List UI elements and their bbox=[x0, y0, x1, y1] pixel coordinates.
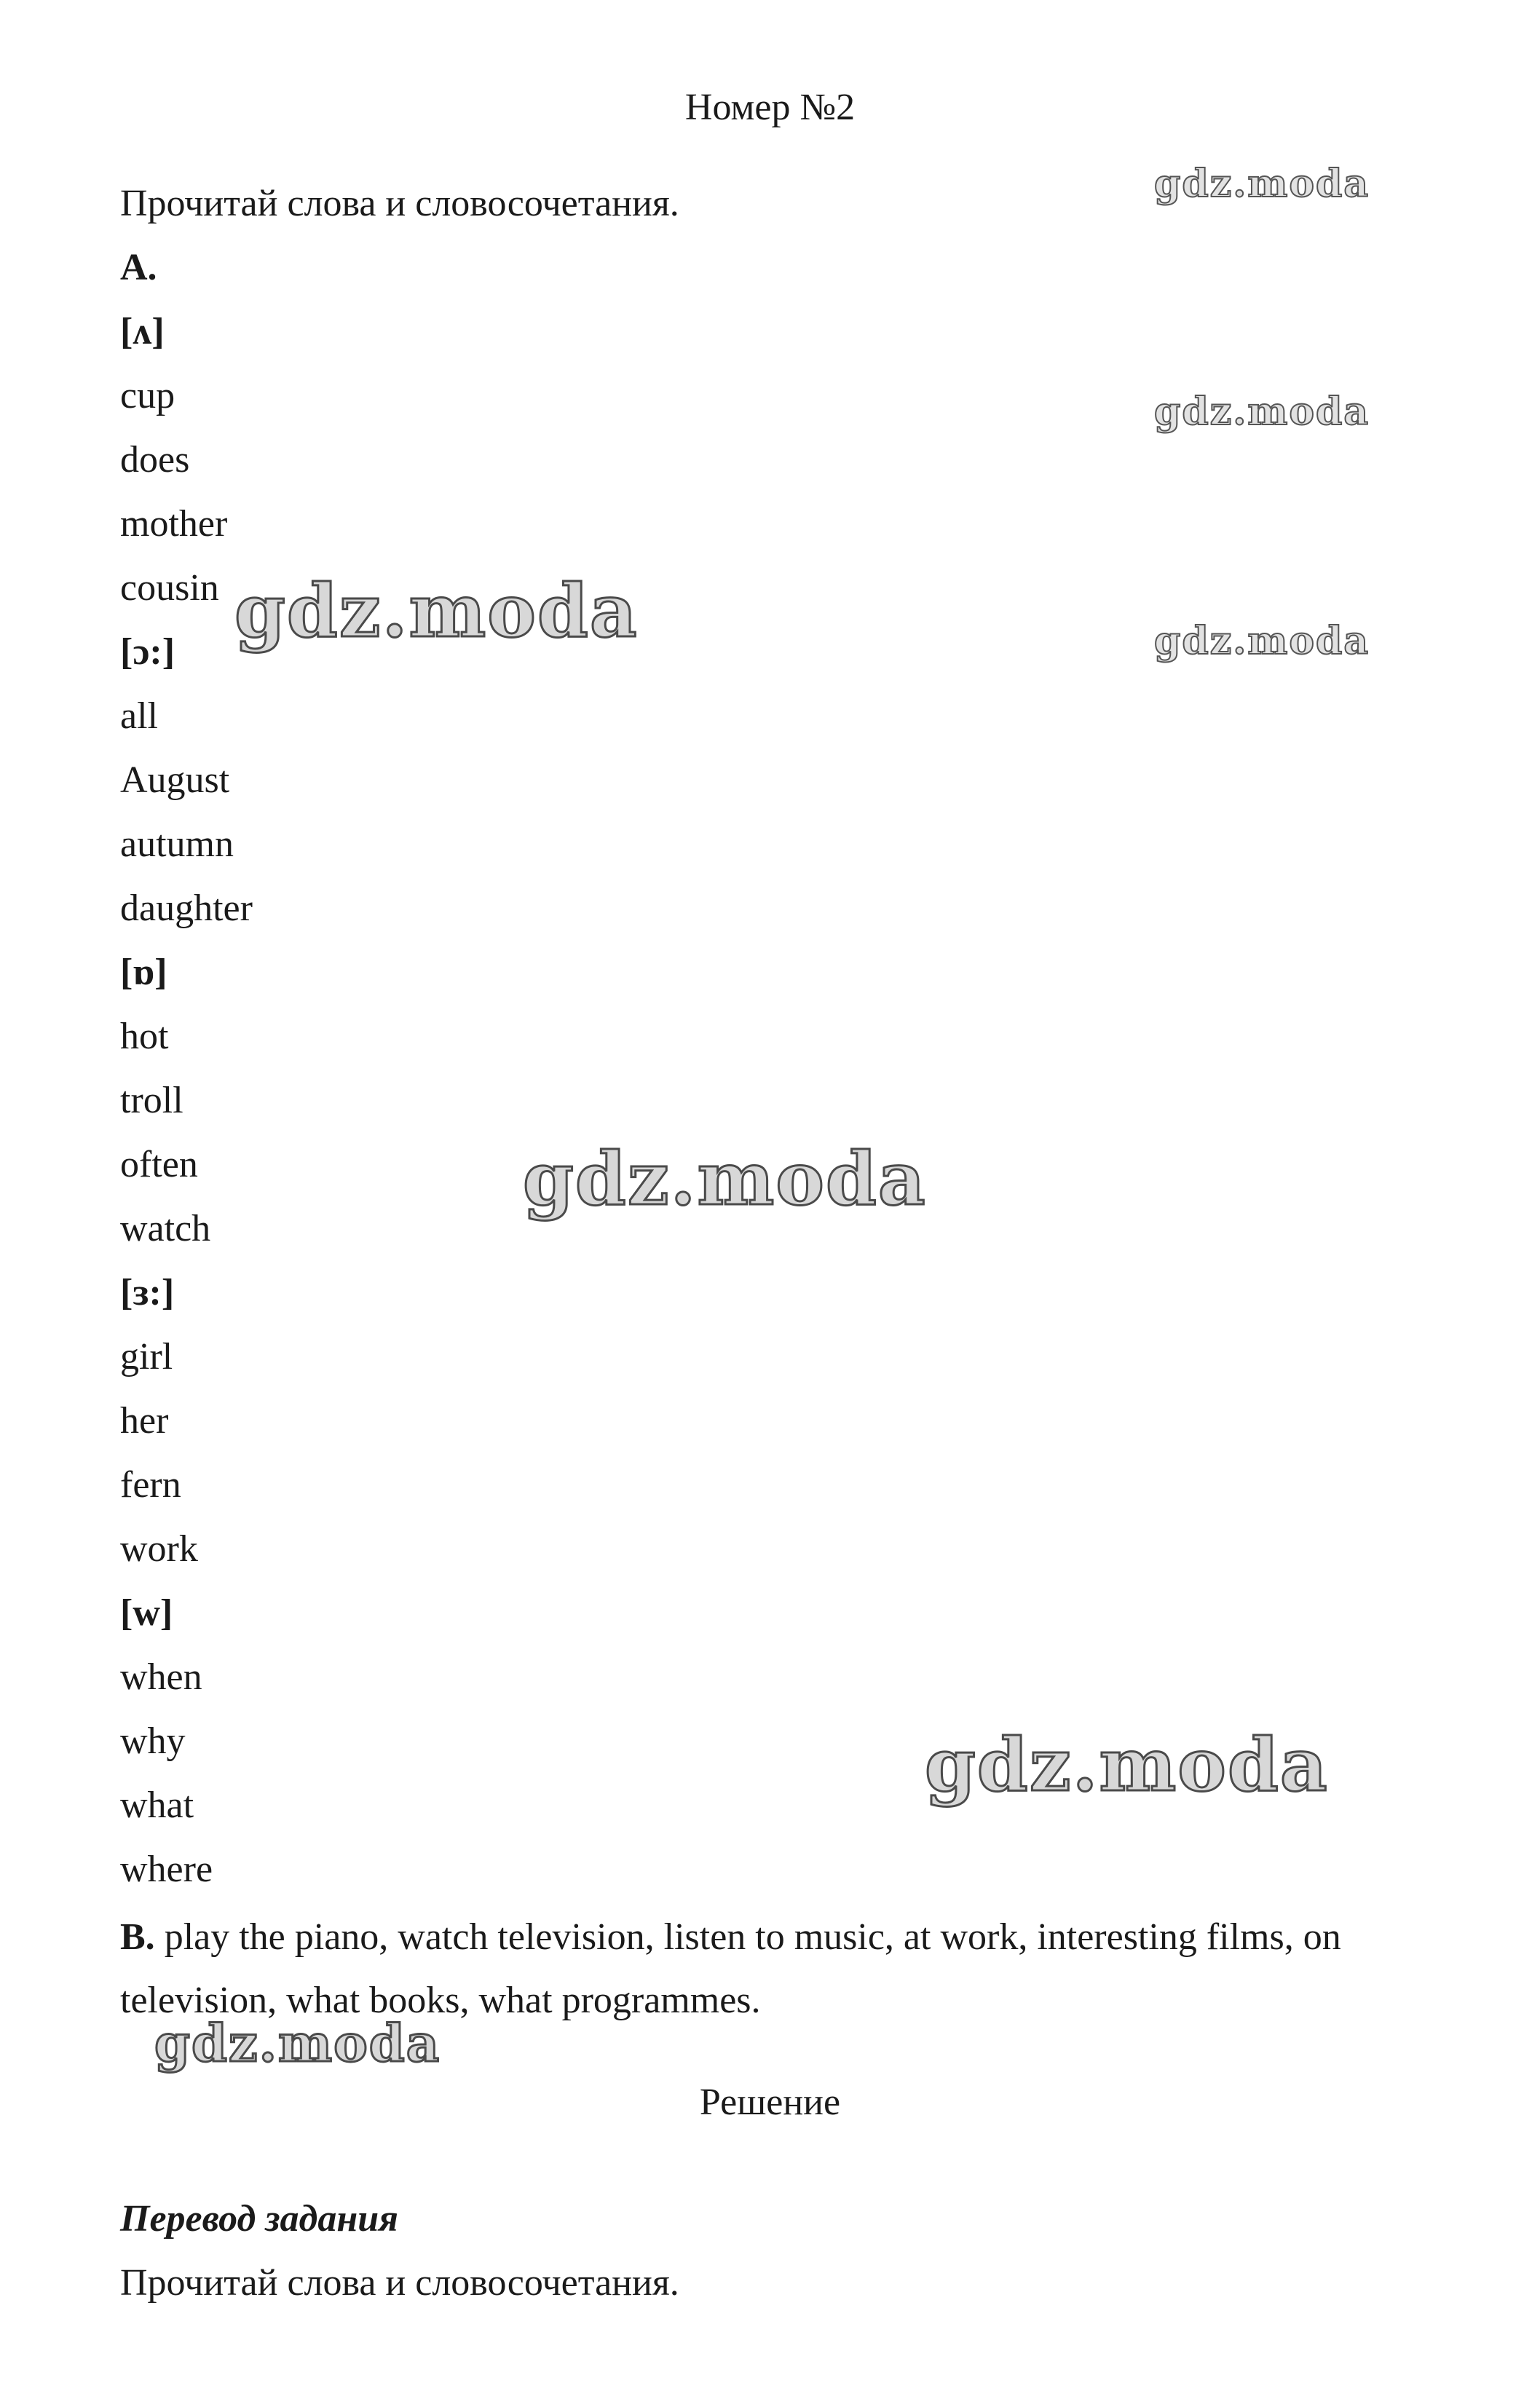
sound-heading: [ɒ] bbox=[120, 952, 167, 993]
sound-heading: [ɜ:] bbox=[120, 1272, 175, 1313]
word-item: girl bbox=[120, 1336, 173, 1378]
part-a-label: A. bbox=[120, 247, 157, 288]
sound-heading: [w] bbox=[120, 1592, 173, 1634]
watermark: gdz.moda bbox=[1154, 162, 1370, 206]
watermark: gdz.moda bbox=[523, 1136, 927, 1222]
instruction-text: Прочитай слова и словосочетания. bbox=[120, 183, 679, 224]
watermark: gdz.moda bbox=[1154, 390, 1370, 434]
word-item: daughter bbox=[120, 888, 253, 929]
word-item: why bbox=[120, 1720, 186, 1762]
word-item: all bbox=[120, 695, 158, 737]
word-item: cup bbox=[120, 375, 175, 416]
word-item: where bbox=[120, 1849, 213, 1890]
word-item: often bbox=[120, 1144, 198, 1185]
watermark: gdz.moda bbox=[1154, 619, 1370, 663]
watermark: gdz.moda bbox=[154, 2013, 441, 2074]
watermark: gdz.moda bbox=[925, 1722, 1329, 1808]
part-b-label: B. bbox=[120, 1916, 155, 1958]
word-item: August bbox=[120, 759, 230, 801]
sound-heading: [ʌ] bbox=[120, 311, 165, 352]
word-item: troll bbox=[120, 1080, 183, 1121]
word-item: her bbox=[120, 1400, 169, 1442]
watermark: gdz.moda bbox=[234, 568, 639, 654]
word-item: what bbox=[120, 1784, 194, 1826]
part-b-text: play the piano, watch television, listen to music, at work, interesting films, on television, what books, what programmes. bbox=[120, 1916, 1341, 2021]
word-item: does bbox=[120, 439, 190, 481]
word-item: fern bbox=[120, 1464, 181, 1506]
word-item: hot bbox=[120, 1016, 169, 1057]
sound-heading: [ɔ:] bbox=[120, 631, 175, 673]
translation-text: Прочитай слова и словосочетания. bbox=[120, 2262, 679, 2304]
word-item: cousin bbox=[120, 567, 219, 609]
word-item: work bbox=[120, 1528, 198, 1570]
word-item: mother bbox=[120, 503, 228, 545]
page-title: Номер №2 bbox=[684, 87, 856, 128]
word-item: autumn bbox=[120, 823, 234, 865]
word-item: watch bbox=[120, 1208, 211, 1249]
word-item: when bbox=[120, 1656, 202, 1698]
translation-heading: Перевод задания bbox=[120, 2198, 398, 2240]
solution-heading: Решение bbox=[699, 2082, 841, 2123]
